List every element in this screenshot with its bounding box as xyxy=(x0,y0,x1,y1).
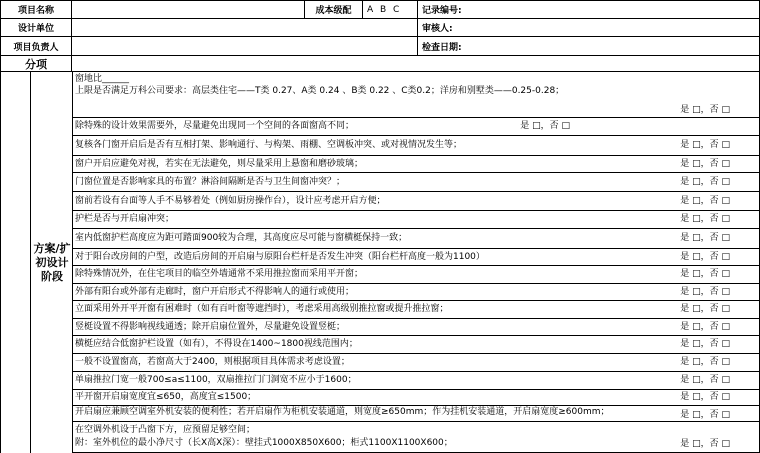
check-date-label: 检查日期: xyxy=(418,37,760,55)
yes-no-checkbox[interactable]: 是 □，否 □ xyxy=(680,233,730,243)
header-row-1 xyxy=(0,0,760,19)
item-text: 附：室外机位的最小净尺寸（长X高X深）：壁挂式1000X850X600；柜式1100X1100X600； xyxy=(75,438,453,448)
project-lead-label: 项目负责人 xyxy=(0,37,72,55)
header-row-2 xyxy=(0,19,760,37)
cost-level-options[interactable]: A B C xyxy=(363,1,418,18)
section-label: 分项 xyxy=(0,56,72,71)
cost-level-label: 成本级配 xyxy=(305,1,363,18)
checklist-item xyxy=(73,72,760,118)
stage-label: 方案/扩初设计阶段 xyxy=(33,242,71,283)
project-lead-value[interactable] xyxy=(72,37,418,55)
item-text: 在空调外机设于凸窗下方，应预留足够空间； xyxy=(75,425,256,435)
yes-no-checkbox[interactable]: 是 □，否 □ xyxy=(680,322,730,332)
checklist-item xyxy=(73,136,760,156)
checklist-item xyxy=(73,284,760,301)
item-text: 对于阳台改房间的户型，改造后房间的开启扇与原阳台栏杆是否发生冲突（阳台栏杆高度一般为1100） xyxy=(75,252,485,262)
checklist-item xyxy=(73,173,760,192)
yes-no-checkbox[interactable]: 是 □，否 □ xyxy=(680,214,730,224)
checklist-item xyxy=(73,372,760,390)
checklist-body xyxy=(0,72,760,453)
item-text: 一般不设置窗高，若窗高大于2400，则根据项目具体需求考虑设置； xyxy=(75,357,350,367)
record-no-label: 记录编号: xyxy=(418,1,760,18)
checklist-item xyxy=(73,266,760,284)
item-text: 窗户开启应避免对视，若实在无法避免，则尽量采用上悬窗和磨砂玻璃； xyxy=(75,159,364,169)
checklist-item xyxy=(73,249,760,266)
section-blank xyxy=(72,56,760,71)
item-text: 竖梃设置不得影响视线通透；除开启扇位置外，尽量避免设置竖梃； xyxy=(75,322,346,332)
body-col-divider-1 xyxy=(30,72,31,453)
design-unit-value[interactable] xyxy=(72,19,418,36)
item-text: 横梃应结合低窗护栏设置（如有），不得设在1400~1800视线范围内； xyxy=(75,339,358,349)
checklist-item xyxy=(73,354,760,372)
yes-no-checkbox[interactable]: 是 □，否 □ xyxy=(680,392,730,402)
yes-no-checkbox[interactable]: 是 □，否 □ xyxy=(680,269,730,279)
project-name-label: 项目名称 xyxy=(0,1,72,18)
checklist-item xyxy=(73,301,760,319)
checklist-item xyxy=(73,336,760,354)
yes-no-checkbox[interactable]: 是 □，否 □ xyxy=(680,339,730,349)
item-text: 门窗位置是否影响家具的布置？淋浴间隔断是否与卫生间窗冲突？； xyxy=(75,177,346,187)
yes-no-checkbox[interactable]: 是 □，否 □ xyxy=(680,159,730,169)
reviewer-label: 审核人: xyxy=(418,19,760,36)
yes-no-checkbox[interactable]: 是 □，否 □ xyxy=(680,177,730,187)
section-header-row xyxy=(0,56,760,72)
yes-no-checkbox[interactable]: 是 □，否 □ xyxy=(680,287,730,297)
yes-no-checkbox[interactable]: 是 □，否 □ xyxy=(680,196,730,206)
item-text: 护栏是否与开启扇冲突； xyxy=(75,214,175,224)
item-text: 窗地比______ xyxy=(75,74,130,84)
header-row-3 xyxy=(0,37,760,56)
yes-no-checkbox[interactable]: 是 □，否 □ xyxy=(680,439,730,449)
item-text: 立面采用外开平开窗有困难时（如有百叶窗等遮挡时），考虑采用高级别推拉窗或提升推拉窗； xyxy=(75,304,449,314)
checklist-item xyxy=(73,192,760,211)
item-text: 室内低窗护栏高度应为距可踏面900较为合理，其高度应尽可能与窗横梃保持一致； xyxy=(75,233,408,243)
checklist-item xyxy=(73,156,760,173)
checklist-item xyxy=(73,406,760,422)
item-text: 除特殊的设计效果需要外，尽量避免出现同一个空间的各面窗高不同； xyxy=(75,121,355,131)
item-text: 单扇推拉门宽一般700≤a≤1100，双扇推拉门门洞宽不应小于1600； xyxy=(75,375,357,385)
design-unit-label: 设计单位 xyxy=(0,19,72,36)
item-text: 平开窗开启扇宽度宜≤650，高度宜≤1500； xyxy=(75,392,257,402)
yes-no-checkbox[interactable]: 是 □，否 □ xyxy=(680,252,730,262)
item-text: 外部有阳台或外部有走廊时，窗户开启形式不得影响人的通行或使用； xyxy=(75,287,355,297)
yes-no-checkbox[interactable]: 是 □，否 □ xyxy=(680,410,730,420)
yes-no-checkbox[interactable]: 是 □，否 □ xyxy=(680,140,730,150)
item-text: 开启扇应兼顾空调室外机安装的便利性；若开启扇作为柜机安装通道，则宽度≥650mm；作为挂机安装通道，开启扇宽度≥600mm； xyxy=(75,407,610,417)
item-text: 上限是否满足万科公司要求：高层类住宅——T类 0.27、A类 0.24 、B类 0.22 、C类0.2；洋房和别墅类——0.25-0.28； xyxy=(75,86,565,96)
yes-no-checkbox[interactable]: 是 □，否 □ xyxy=(680,304,730,314)
yes-no-checkbox[interactable]: 是 □，否 □ xyxy=(520,121,570,131)
checklist-item xyxy=(73,422,760,453)
yes-no-checkbox[interactable]: 是 □，否 □ xyxy=(680,375,730,385)
checklist-item xyxy=(73,211,760,229)
body-left-border xyxy=(0,72,1,453)
item-text: 窗前若设有台面等人手不易够着处（例如厨房操作台），设计应考虑开启方便； xyxy=(75,196,386,206)
checklist-item xyxy=(73,319,760,336)
yes-no-checkbox[interactable]: 是 □，否 □ xyxy=(680,357,730,367)
yes-no-checkbox[interactable]: 是 □，否 □ xyxy=(680,105,730,115)
checklist-item xyxy=(73,229,760,249)
item-text: 复核各门窗开启后是否有互相打架、影响通行、与构架、雨棚、空调板冲突、或对视情况发生等； xyxy=(75,140,463,150)
checklist-item xyxy=(73,118,760,136)
checklist-item xyxy=(73,390,760,406)
project-name-value[interactable] xyxy=(72,1,305,18)
item-text: 除特殊情况外，在住宅项目的临空外墙通常不采用推拉窗而采用平开窗； xyxy=(75,269,364,279)
